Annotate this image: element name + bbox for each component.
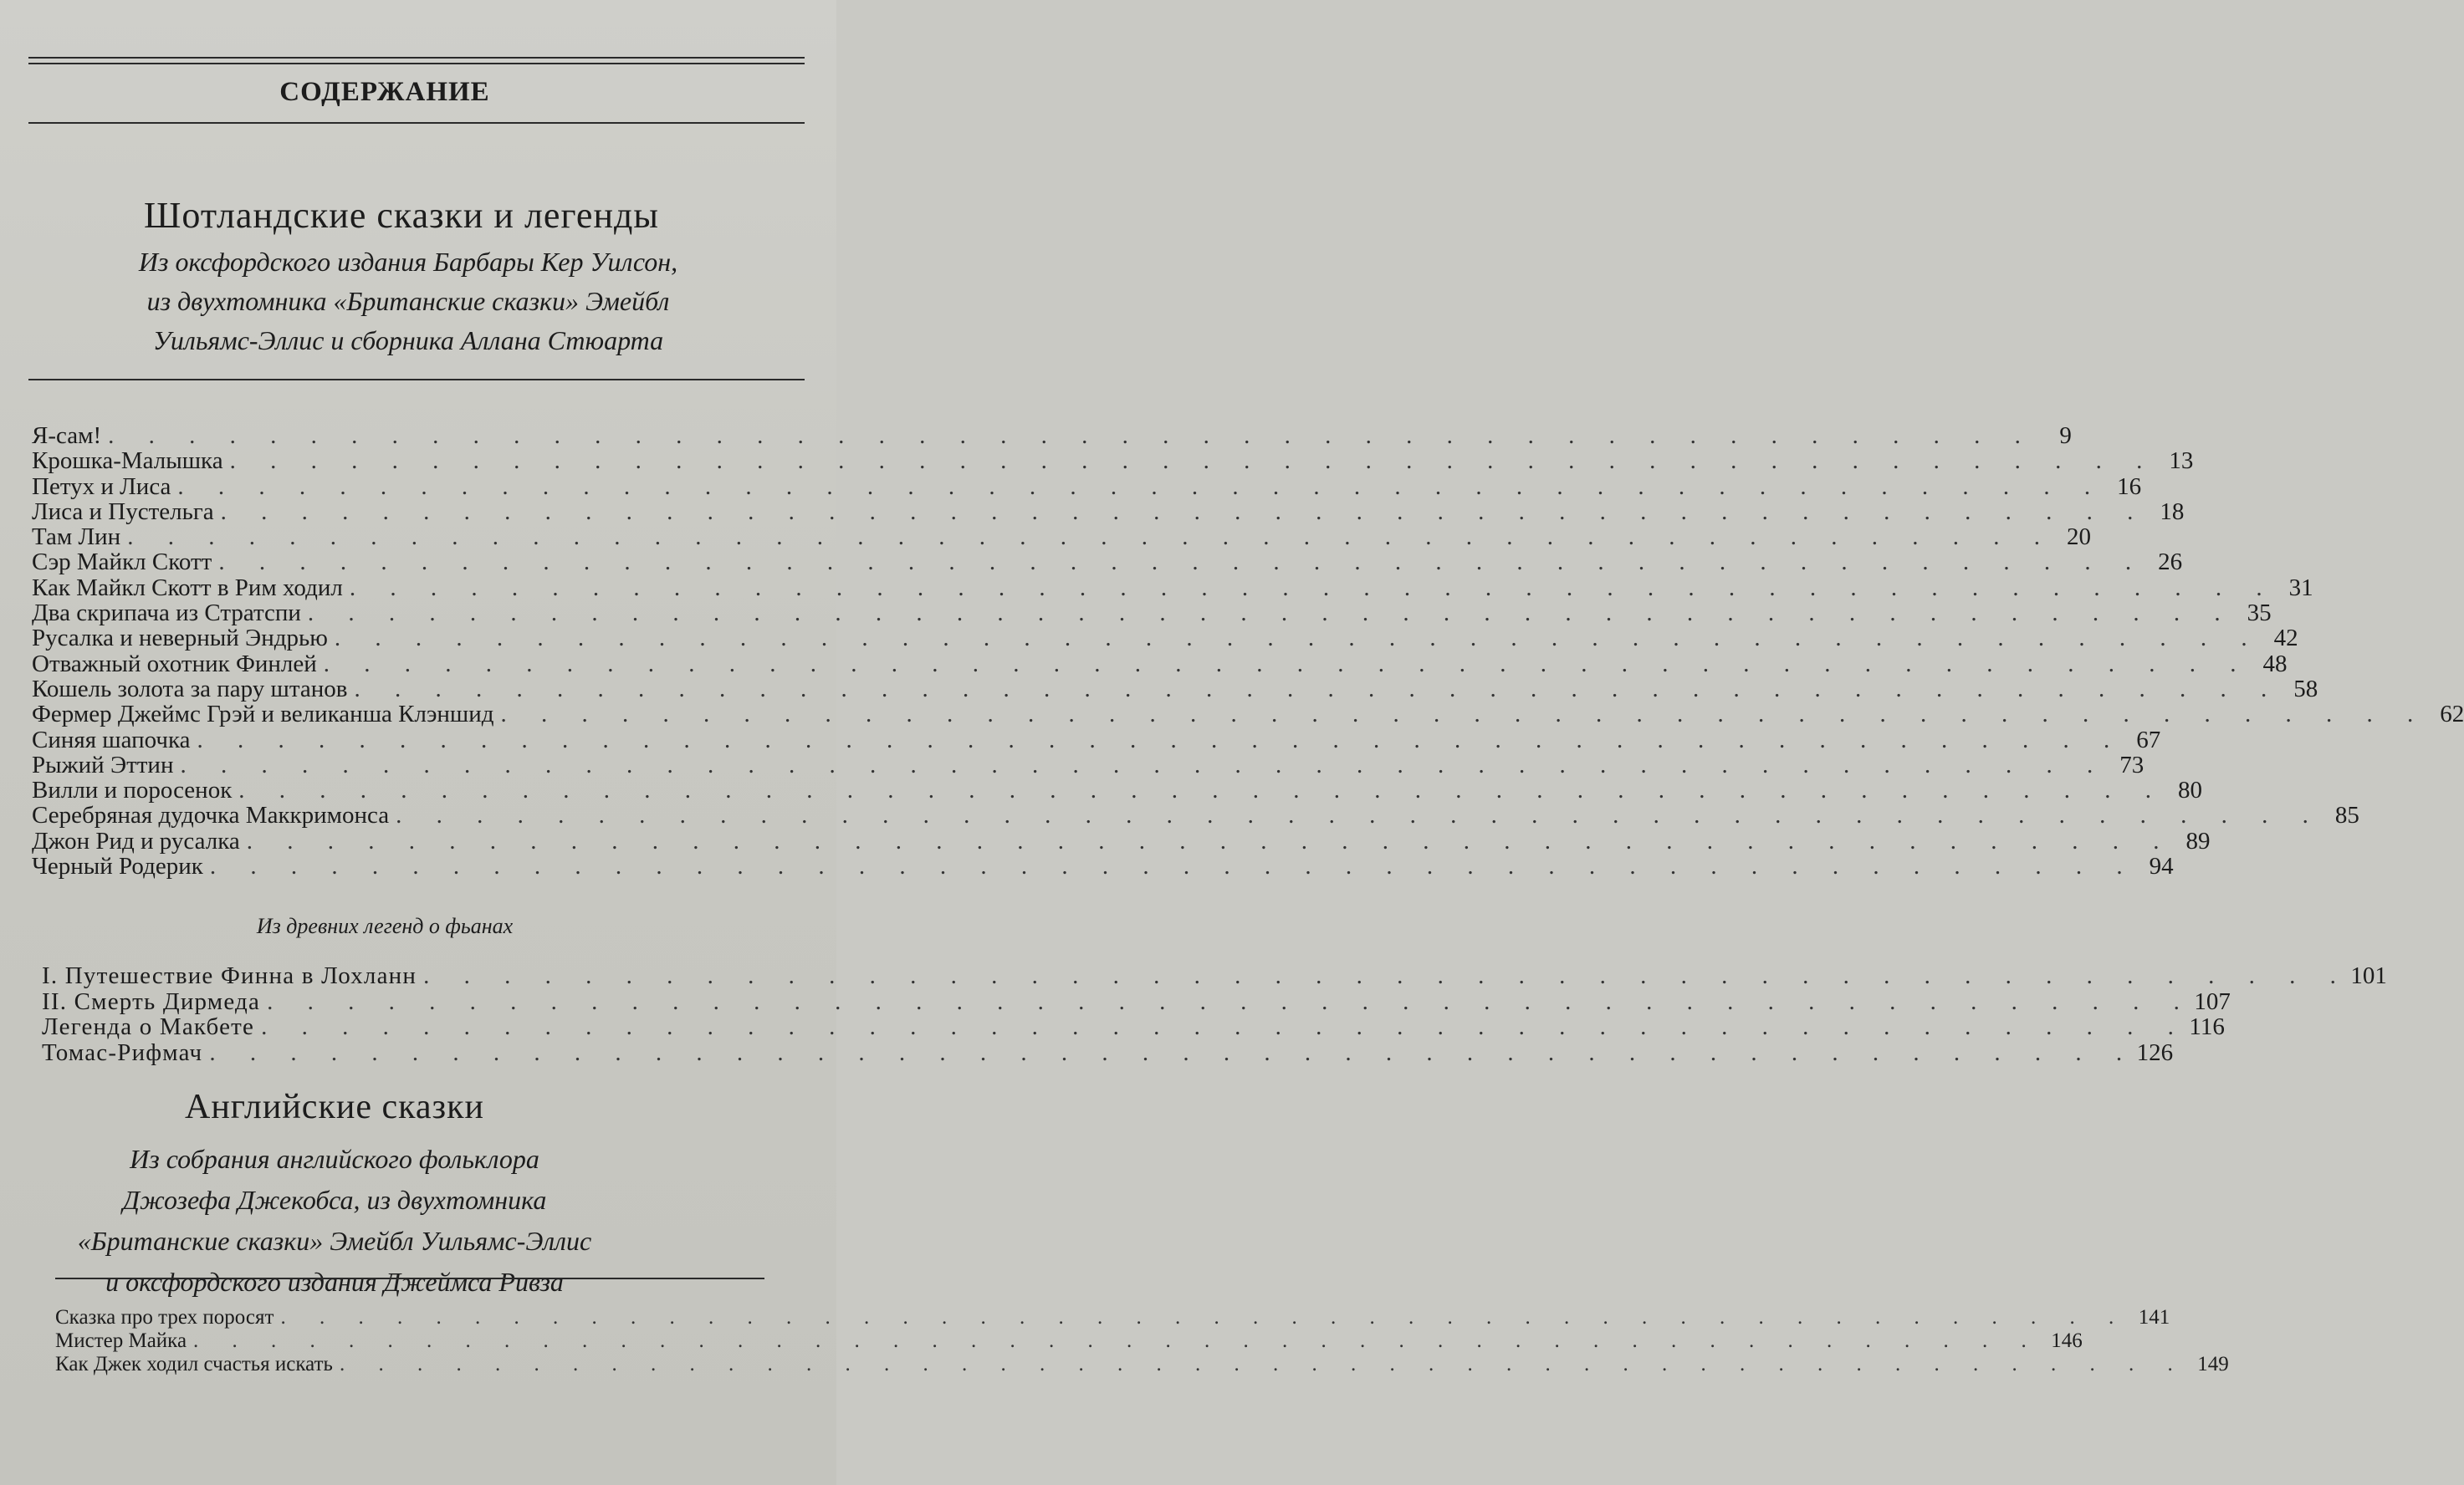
toc-entry	[32, 853, 2174, 880]
section1-toc	[32, 422, 2464, 880]
toc-entry-page: 73	[2119, 751, 2144, 778]
toc-dot-leader: . . . . . . . . . . . . . . . . . . . . . . . . . . . . . . . . . . . . . . . . . . . . . . . .	[323, 650, 2251, 677]
toc-entry-title: Как Джек ходил счастья искать	[55, 1353, 333, 1375]
toc-entry-title: Два скрипача из Стратспи	[32, 600, 301, 627]
toc-entry-title: Сэр Майкл Скотт	[32, 549, 212, 576]
toc-entry-page: 116	[2189, 1013, 2225, 1040]
toc-entry-page: 42	[2273, 625, 2298, 652]
toc-entry	[32, 625, 2298, 652]
toc-entry-page: 26	[2158, 549, 2183, 576]
toc-entry-page: 94	[2149, 853, 2174, 880]
toc-entry	[32, 422, 2072, 449]
toc-entry	[32, 701, 2464, 728]
header-bottom-rule	[28, 122, 805, 124]
toc-entry-title: Фермер Джеймс Грэй и великанша Клэншид	[32, 701, 494, 728]
toc-dot-leader: . . . . . . . . . . . . . . . . . . . . . . . . . . . . . . . . . . . . . . . . . . . . . . . .	[500, 701, 2428, 728]
toc-entry	[32, 802, 2359, 829]
toc-dot-leader: . . . . . . . . . . . . . . . . . . . . . . . . . . . . . . . . . . . . . . . . . . . . . . . .	[280, 1306, 2129, 1329]
toc-dot-leader: . . . . . . . . . . . . . . . . . . . . . . . . . . . . . . . . . . . . . . . . . . . . . . . .	[339, 1353, 2187, 1375]
toc-entry	[42, 1038, 2174, 1066]
toc-entry-title: Вилли и поросенок	[32, 777, 233, 804]
toc-entry-page: 149	[2197, 1353, 2229, 1375]
toc-entry	[32, 549, 2183, 576]
section2-subtitle-line: Из собрания английского фольклора	[130, 1144, 539, 1174]
toc-dot-leader: . . . . . . . . . . . . . . . . . . . . . . . . . . . . . . . . . . . . . . . . . . . . . . . .	[177, 472, 2105, 500]
toc-entry-page: 62	[2440, 701, 2464, 728]
toc-entry-title: Легенда о Макбете	[42, 1013, 255, 1040]
toc-dot-leader: . . . . . . . . . . . . . . . . . . . . . . . . . . . . . . . . . . . . . . . . . . . . . . . .	[307, 600, 2235, 627]
toc-entry-page: 13	[2169, 447, 2194, 475]
toc-entry	[32, 675, 2318, 702]
toc-entry-title: Я-сам!	[32, 422, 102, 449]
toc-entry	[32, 523, 2091, 551]
toc-dot-leader: . . . . . . . . . . . . . . . . . . . . . . . . . . . . . . . . . . . . . . . . . . . . . . . .	[238, 777, 2166, 804]
toc-entry-title: Черный Родерик	[32, 853, 203, 880]
contents-heading: СОДЕРЖАНИЕ	[279, 77, 490, 107]
toc-dot-leader: . . . . . . . . . . . . . . . . . . . . . . . . . . . . . . . . . . . . . . . . . . . . . . . .	[218, 549, 2146, 576]
toc-dot-leader: . . . . . . . . . . . . . . . . . . . . . . . . . . . . . . . . . . . . . . . . . . . . . . . .	[209, 853, 2137, 880]
toc-entry-title: Кошель золота за пару штанов	[32, 675, 348, 702]
toc-entry-page: 9	[2059, 422, 2072, 449]
toc-entry-title: Рыжий Эттин	[32, 751, 174, 778]
toc-entry-page: 146	[2051, 1329, 2083, 1352]
toc-dot-leader: . . . . . . . . . . . . . . . . . . . . . . . . . . . . . . . . . . . . . . . . . . . . . . . .	[209, 1038, 2137, 1066]
toc-entry-page: 85	[2334, 802, 2359, 829]
toc-dot-leader: . . . . . . . . . . . . . . . . . . . . . . . . . . . . . . . . . . . . . . . . . . . . . . . .	[334, 625, 2262, 652]
toc-entry-page: 89	[2185, 827, 2211, 855]
toc-entry-page: 141	[2138, 1306, 2170, 1329]
section2-subtitle-line: и оксфордского издания Джеймса Ривза	[105, 1267, 564, 1297]
section1-title: Шотландские сказки и легенды	[144, 195, 659, 236]
subsection-title: Из древних легенд о фьанах	[256, 914, 514, 938]
toc-entry	[32, 751, 2144, 778]
toc-entry-title: Синяя шапочка	[32, 726, 191, 753]
toc-entry-page: 67	[2136, 726, 2161, 753]
toc-entry	[32, 650, 2288, 677]
toc-dot-leader: . . . . . . . . . . . . . . . . . . . . . . . . . . . . . . . . . . . . . . . . . . . . . . . .	[396, 802, 2323, 829]
toc-entry	[32, 600, 2272, 627]
toc-dot-leader: . . . . . . . . . . . . . . . . . . . . . . . . . . . . . . . . . . . . . . . . . . . . . . . .	[261, 1013, 2188, 1040]
section2-toc	[55, 1306, 2229, 1376]
top-double-rule-upper	[28, 57, 805, 59]
toc-entry-title: Отважный охотник Финлей	[32, 650, 317, 677]
toc-entry	[32, 827, 2211, 855]
toc-entry-page: 35	[2247, 600, 2272, 627]
toc-entry-title: Сказка про трех поросят	[55, 1306, 274, 1329]
section1-subtitle-line: Уильямс-Эллис и сборника Аллана Стюарта	[152, 325, 664, 355]
toc-dot-leader: . . . . . . . . . . . . . . . . . . . . . . . . . . . . . . . . . . . . . . . . . . . . . . . .	[180, 751, 2108, 778]
toc-dot-leader: . . . . . . . . . . . . . . . . . . . . . . . . . . . . . . . . . . . . . . . . . . . . . . . .	[349, 574, 2277, 601]
toc-entry	[32, 447, 2194, 475]
toc-entry	[32, 498, 2185, 525]
toc-entry-page: 31	[2288, 574, 2313, 601]
toc-dot-leader: . . . . . . . . . . . . . . . . . . . . . . . . . . . . . . . . . . . . . . . . . . . . . . . .	[193, 1329, 2041, 1352]
toc-entry-title: Там Лин	[32, 523, 121, 551]
toc-entry	[55, 1306, 2170, 1329]
toc-entry-page: 18	[2160, 498, 2185, 525]
toc-entry-page: 58	[2293, 675, 2318, 702]
toc-dot-leader: . . . . . . . . . . . . . . . . . . . . . . . . . . . . . . . . . . . . . . . . . . . . . . . .	[267, 987, 2194, 1015]
toc-entry-title: I. Путешествие Финна в Лохланн	[42, 962, 417, 989]
toc-entry-page: 126	[2136, 1038, 2174, 1066]
toc-entry	[32, 574, 2313, 601]
toc-entry-page: 16	[2117, 472, 2142, 500]
toc-entry	[42, 962, 2387, 989]
toc-entry-title: Мистер Майка	[55, 1329, 187, 1352]
section1-subtitle-line: Из оксфордского издания Барбары Кер Уилсон,	[138, 247, 678, 277]
toc-entry-title: II. Смерть Дирмеда	[42, 987, 261, 1015]
toc-entry	[32, 726, 2161, 753]
toc-entry-page: 107	[2194, 987, 2231, 1015]
toc-entry-title: Джон Рид и русалка	[32, 827, 240, 855]
top-double-rule-lower	[28, 63, 805, 64]
toc-entry-title: Крошка-Малышка	[32, 447, 223, 475]
toc-entry-page: 80	[2178, 777, 2203, 804]
toc-dot-leader: . . . . . . . . . . . . . . . . . . . . . . . . . . . . . . . . . . . . . . . . . . . . . . . .	[354, 675, 2282, 702]
toc-dot-leader: . . . . . . . . . . . . . . . . . . . . . . . . . . . . . . . . . . . . . . . . . . . . . . . .	[108, 422, 2035, 449]
section2-title: Английские сказки	[184, 1088, 484, 1126]
toc-entry-title: Серебряная дудочка Маккримонса	[32, 802, 390, 829]
toc-dot-leader: . . . . . . . . . . . . . . . . . . . . . . . . . . . . . . . . . . . . . . . . . . . . . . . .	[127, 523, 2054, 551]
toc-entry-title: Томас-Рифмач	[42, 1038, 203, 1066]
toc-entry	[32, 777, 2203, 804]
section2-subtitle-line: Джозефа Джекобса, из двухтомника	[122, 1185, 547, 1215]
toc-entry-page: 20	[2066, 523, 2091, 551]
section1-subtitle-line: из двухтомника «Британские сказки» Эмейбл	[146, 286, 670, 316]
toc-entry-title: Русалка и неверный Эндрью	[32, 625, 328, 652]
toc-dot-leader: . . . . . . . . . . . . . . . . . . . . . . . . . . . . . . . . . . . . . . . . . . . . . . . .	[220, 498, 2148, 525]
toc-dot-leader: . . . . . . . . . . . . . . . . . . . . . . . . . . . . . . . . . . . . . . . . . . . . . . . .	[229, 447, 2157, 475]
toc-entry-title: Лиса и Пустельга	[32, 498, 214, 525]
section2-rule	[55, 1278, 764, 1279]
section2-subtitle-line: «Британские сказки» Эмейбл Уильямс-Эллис	[77, 1226, 592, 1256]
subsection-toc	[42, 962, 2387, 1066]
toc-dot-leader: . . . . . . . . . . . . . . . . . . . . . . . . . . . . . . . . . . . . . . . . . . . . . . . .	[246, 827, 2174, 855]
toc-entry	[42, 987, 2231, 1015]
section1-rule	[28, 379, 805, 380]
toc-entry	[55, 1353, 2229, 1376]
toc-entry-page: 101	[2350, 962, 2387, 989]
toc-entry	[32, 472, 2142, 500]
toc-dot-leader: . . . . . . . . . . . . . . . . . . . . . . . . . . . . . . . . . . . . . . . . . . . . . . . .	[197, 726, 2124, 753]
toc-entry-title: Петух и Лиса	[32, 472, 171, 500]
toc-dot-leader: . . . . . . . . . . . . . . . . . . . . . . . . . . . . . . . . . . . . . . . . . . . . . . . .	[423, 962, 2350, 989]
toc-entry-page: 48	[2262, 650, 2288, 677]
section1-subtitle	[0, 242, 826, 360]
toc-entry	[42, 1013, 2225, 1040]
toc-entry	[55, 1329, 2083, 1353]
toc-entry-title: Как Майкл Скотт в Рим ходил	[32, 574, 343, 601]
